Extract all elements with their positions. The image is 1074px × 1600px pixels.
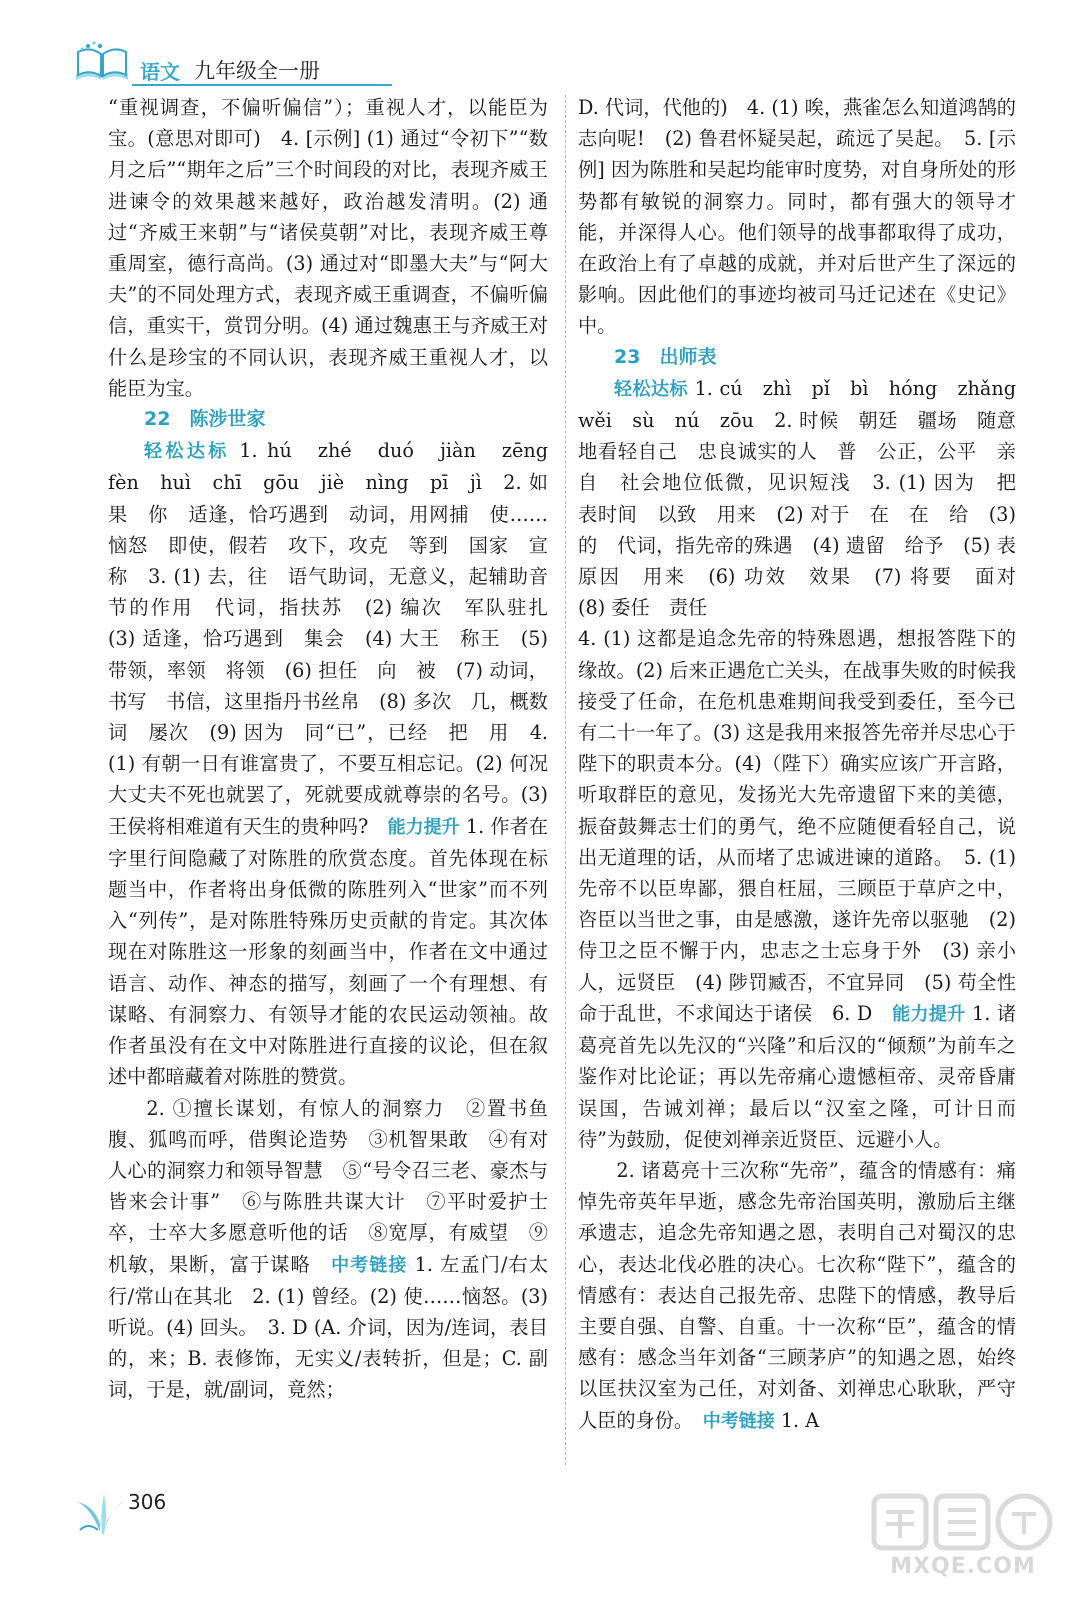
page-number: 306 — [128, 1490, 167, 1514]
answer-text: 1. cú zhì pǐ bì hóng zhǎng wěi sù nú zōu 2. 时候 朝廷 疆场 随意地看轻自己 忠良诚实的人 普 公正，公平 亲自 社会地位低微，见识短浅 3. (1) 因为 把 表时间 以致 用来 (2) 对于 在 在 给 (3) 的 代词，指先帝的殊遇 (4) 遗留 给予 (5) 表原因 用来 (6) 功效 效果 (7) 将要 面对 (8) 委任 责任 — [578, 376, 1036, 620]
answer-text: 1. 诸葛亮首先以先汉的“兴隆”和后汉的“倾颓”为前车之鉴作对比论证；再以先帝痛心遗憾桓帝、灵帝昏庸误国，告诫刘禅；最后以“汉室之隆，可计日而待”为鼓励，促使刘禅亲近贤臣、远避小人。 — [578, 1001, 1017, 1151]
section-23-part3 — [578, 1155, 1016, 1437]
answer-text: 2. 诸葛亮十三次称“先帝”，蕴含的情感有：痛悼先帝英年早逝，感念先帝治国英明，激励后主继承遗志，追念先帝知遇之恩，表明自己对蜀汉的忠心，表达北伐必胜的决心。七次称“陛下”，蕴含的情感有：表达自己报先帝、忠陛下的情感，教导后主要自强、自警、自重。十一次称“臣”，蕴含的情感有：感念当年刘备“三顾茅庐”的知遇之恩，始终以匡扶汉室为己任，对刘备、刘禅忠心耿耿，严守人臣的身份。 — [578, 1158, 1016, 1432]
section-22-title: 22 陈涉世家 — [144, 408, 266, 431]
label-zhongkao-lianjie: 中考链接 — [702, 1410, 775, 1432]
label-qingsong-dabiao: 轻松达标 — [144, 441, 230, 463]
label-zhongkao-lianjie: 中考链接 — [331, 1254, 408, 1276]
open-book-icon — [70, 40, 134, 86]
header-subject: 语文 — [140, 60, 180, 84]
label-nengli-tisheng: 能力提升 — [387, 816, 460, 838]
leaf-decoration-icon — [70, 1480, 134, 1540]
right-paragraph-continuation: D. 代词，代他的) 4. (1) 唉，燕雀怎么知道鸿鹄的志向呢! (2) 鲁君怀疑吴起，疏远了吴起。 5. [示例] 因为陈胜和吴起均能审时度势，对自身所处的形势都有敏锐的洞察力。同时，都有强大的领导才能，并深得人心。他们领导的战事都取得了成功，在政治上有了卓越的成就，并对后世产生了深远的影响。因此他们的事迹均被司马迁记述在《史记》中。 — [578, 96, 1016, 338]
header-rule — [132, 84, 392, 86]
section-22-part2 — [108, 1093, 548, 1406]
answer-text: 4. (1) 这都是追念先帝的特殊恩遇，想报答陛下的缘故。(2) 后来正遇危亡关头，在战事失败的时候我接受了任命，在危机患难期间我受到委任，至今已有二十一年了。(3) 这是我用来报答先帝并尽忠心于陛下的职责本分。(4)（陛下）确实应该广开言路，听取群臣的意见，发扬光大先帝遗留下来的美德，振奋鼓舞志士们的勇气，绝不应随便看轻自己，说出无道理的话，从而堵了忠诚进谏的道路。 5. (1) 先帝不以臣卑鄙，猥自枉屈，三顾臣于草庐之中，咨臣以当世之事，由是感激，遂许先帝以驱驰 (2) 侍卫之臣不懈于内，忠志之士忘身于外 (3) 亲小人，远贤臣 (4) 陟罚臧否，不宜异同 (5) 苟全性命于乱世，不求闻达于诸侯 6. D — [578, 627, 1016, 1025]
label-nengli-tisheng: 能力提升 — [892, 1003, 966, 1025]
page-header — [70, 40, 330, 90]
answer-text: 1. hú zhé duó jiàn zēng fèn huì chī gōu jiè nìng pī jì 2. 如果 你 适逢，恰巧遇到 动词，用网捕 使……恼怒 即使，假若 攻下，攻克 等到 国家 宣称 3. (1) 去，往 语气助词，无意义，起辅助音节的作用 代词，指扶苏 (2) 编次 军队驻扎 (3) 适逢，恰巧遇到 集会 (4) 大王 称王 (5) 带领，率领 将领 (6) 担任 向 被 (7) 动词，书写 书信，这里指丹书丝帛 (8) 多次 几，概数词 屡次 (9) 因为 同“已”，已经 把 用 4. (1) 有朝一日有谁富贵了，不要互相忘记。(2) 何况大丈夫不死也就罢了，死就要成就尊崇的名号。(3) 王侯将相难道有天生的贵种吗? — [108, 439, 568, 838]
answer-text: 1. 左孟门/右太行/常山在其北 2. (1) 曾经。(2) 使……恼怒。(3) 听说。(4) 回头。 3. D (A. 介词，因为/连词，表目的，来；B. 表修饰，无实义/表转折，但是；C. 副词，于是，就/副词，竟然； — [108, 1252, 549, 1402]
section-23-part1 — [578, 373, 1036, 624]
watermark-text: MXQE.COM — [890, 1554, 1036, 1579]
header-grade: 九年级全一册 — [194, 59, 320, 83]
column-divider — [565, 95, 566, 1465]
answer-text: 1. A — [774, 1408, 820, 1432]
answer-text: 2. ①擅长谋划，有惊人的洞察力 ②置书鱼腹、狐鸣而呼，借舆论造势 ③机智果敢 ④有对人心的洞察力和领导智慧 ⑤“号令召三老、豪杰与皆来会计事” ⑥与陈胜共谋大计 ⑦平时爱护士卒，士卒大多愿意听他的话 ⑧宽厚，有威望 ⑨机敏，果断，富于谋略 — [108, 1096, 548, 1276]
left-column — [108, 92, 568, 1406]
section-22-part1 — [108, 435, 568, 1092]
section-23-part2 — [578, 623, 1016, 1154]
watermark — [868, 1490, 1058, 1586]
left-paragraph-continuation: “重视调查，不偏听偏信”）；重视人才，以能臣为宝。(意思对即可) 4. [示例] (1) 通过“令初下”“数月之后”“期年之后”三个时间段的对比，表现齐威王进谏令的效果越来越好，政治越发清明。(2) 通过“齐威王来朝”与“诸侯莫朝”对比，表现齐威王尊重周室，德行高尚。(3) 通过对“即墨大夫”与“阿大夫”的不同处理方式，表现齐威王重调查，不偏听偏信，重实干，赏罚分明。(4) 通过魏惠王与齐威王对什么是珍宝的不同认识，表现齐威王重视人才，以能臣为宝。 — [108, 96, 548, 400]
section-23-title: 23 出师表 — [614, 345, 717, 368]
watermark-stamp-icon — [868, 1490, 1058, 1554]
answer-text: 1. 作者在字里行间隐藏了对陈胜的欣赏态度。首先体现在标题当中，作者将出身低微的陈胜列入“世家”而不列入“列传”，是对陈胜特殊历史贡献的肯定。其次体现在对陈胜这一形象的刻画当中，作者在文中通过语言、动作、神态的描写，刻画了一个有理想、有谋略、有洞察力、有领导才能的农民运动领袖。故作者虽没有在文中对陈胜进行直接的议论，但在叙述中都暗藏着对陈胜的赞赏。 — [108, 814, 549, 1089]
label-qingsong-dabiao: 轻松达标 — [614, 378, 688, 400]
right-column — [578, 92, 1036, 1437]
